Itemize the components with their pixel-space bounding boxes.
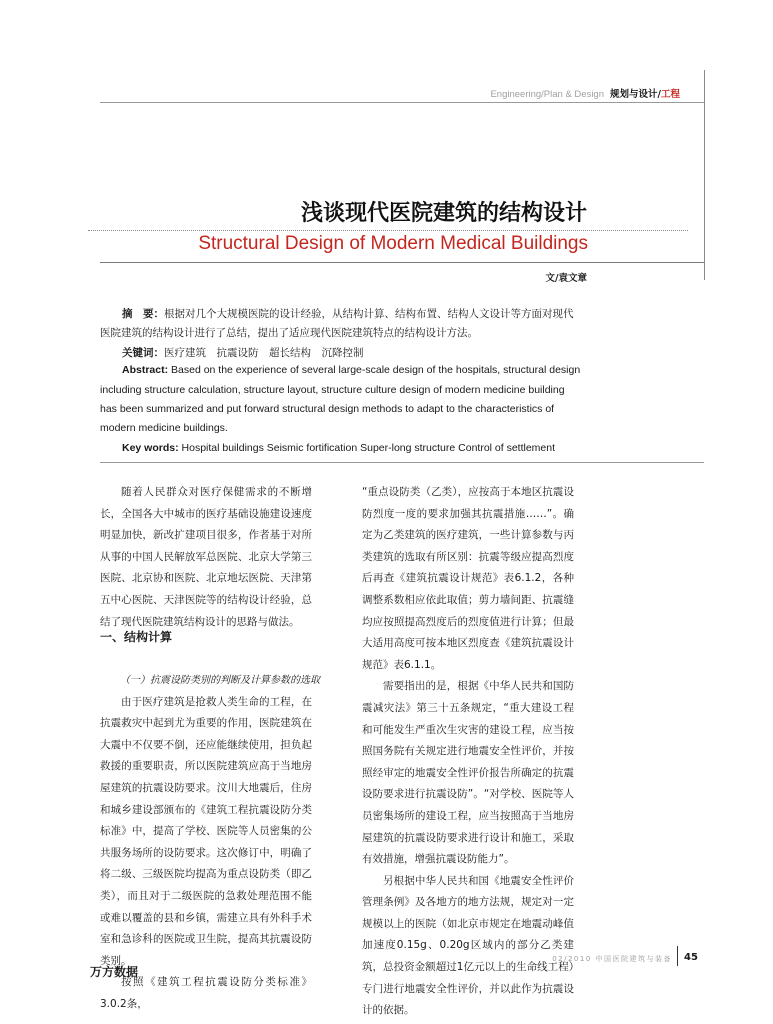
title-dotted-divider: [88, 230, 688, 231]
abstract-cn-text-2: 医院建筑的结构设计进行了总结，提出了适应现代医院建筑特点的结构设计方法。: [100, 327, 478, 339]
article-title-chinese: 浅谈现代医院建筑的结构设计: [300, 201, 587, 226]
abstract-en-text-1: Based on the experience of several large-scale design of the hospitals, structural design: [168, 364, 581, 376]
intro-paragraph: 随着人民群众对医疗保健需求的不断增长，全国各大中城市的医疗基础设施建设速度明显加快，新改扩建项目很多，作者基于对所从事的中国人民解放军总医院、北京大学第三医院、北京协和医院、北京地坛医院、天津第五中心医院、天津医院等的结构设计经验，总结了现代医院建筑结构设计的思路与做法。: [100, 486, 312, 628]
section-heading-1: 一、结构计算: [100, 630, 173, 644]
title-divider: [100, 262, 704, 263]
running-header: [0, 86, 680, 100]
header-vertical-rule: [704, 70, 705, 280]
abstract-en-text-4: modern medicine buildings.: [100, 422, 228, 434]
right-paragraph-2: 需要指出的是，根据《中华人民共和国防震减灾法》第三十五条规定，“重大建设工程和可能发生严重次生灾害的建设工程，应当按照国务院有关规定进行地震安全性评价，并按照经审定的地震安全性评价报告所确定的抗震设防要求进行抗震设防”。“对学校、医院等人员密集场所的建设工程，应当按照高于当地房屋建筑的抗震设防要求进行设计和施工，采取有效措施，增强抗震设防能力”。: [362, 680, 574, 866]
right-paragraph-1: “重点设防类（乙类），应按高于本地区抗震设防烈度一度的要求加强其抗震措施……”。确定为乙类建筑的医疗建筑，一些计算参数与丙类建筑的选取有所区别：抗震等级应提高烈度后再查《建筑抗震设计规范》表6.1.2，各种调整系数相应依此取值；剪力墙间距、抗震缝均应按照提高烈度后的烈度值进行计算；但最大适用高度可按本地区烈度查《建筑抗震设计规范》表6.1.1。: [362, 486, 574, 671]
right-paragraph-3: 另根据中华人民共和国《地震安全性评价管理条例》及各地方的地方法规，规定对一定规模以上的医院（如北京市规定在地震动峰值加速度0.15g、0.20g区域内的部分乙类建筑，总投资金额超过1亿元以上的生命线工程）专门进行地震安全性评价，并以此作为抗震设计的依据。: [362, 874, 574, 1017]
right-column-body: [362, 482, 574, 1022]
keywords-en-label: Key words:: [122, 442, 179, 454]
subsection-heading-1: （一）抗震设防类别的判断及计算参数的选取: [120, 675, 320, 686]
abstract-cn-line-1: [122, 306, 574, 321]
left-paragraph-1: 由于医疗建筑是抢救人类生命的工程，在抗震救灾中起到尤为重要的作用，医院建筑在大震中不仅要不倒，还应能继续使用，担负起救援的重要职责，所以医院建筑应高于当地房屋建筑的抗震设防要求。汶川大地震后，住房和城乡建设部颁布的《建筑工程抗震设防分类标准》中，提高了学校、医院等人员密集的公共服务场所的设防要求。这次修订中，明确了将二级、三级医院均提高为重点设防类（即乙类），而且对于二级医院的急救处理范围不能或难以覆盖的县和乡镇，需建立具有外科手术室和急诊科的医院或卫生院，提高其抗震设防类别。: [100, 695, 312, 967]
abstract-en-text-2: including structure calculation, structure layout, structure culture design of modern medicine building: [100, 384, 565, 396]
abstract-cn-text-1: 根据对几个大规模医院的设计经验，从结构计算、结构布置、结构人文设计等方面对现代: [164, 308, 574, 320]
keywords-cn-text: 医疗建筑 抗震设防 超长结构 沉降控制: [164, 347, 364, 359]
abstract-en-label: Abstract:: [122, 364, 169, 376]
keywords-cn: [122, 345, 364, 360]
header-divider: [100, 102, 704, 103]
author-byline: 文/袁文章: [545, 273, 587, 284]
footer-issue: 02/2010 中国医院建筑与装备: [552, 955, 672, 963]
header-chinese-accent: 工程: [660, 89, 680, 100]
left-column-intro: [100, 482, 312, 633]
page-number: 45: [684, 952, 698, 963]
keywords-cn-label: 关键词：: [122, 347, 164, 359]
abstract-en-text-3: has been summarized and put forward structural design methods to adapt to the characteristics of: [100, 403, 555, 415]
abstract-divider: [100, 462, 704, 463]
header-chinese: 规划与设计/: [610, 89, 661, 100]
header-english: Engineering/Plan & Design: [490, 89, 604, 100]
left-paragraph-2: 按照《建筑工程抗震设防分类标准》3.0.2条，: [100, 976, 312, 1010]
abstract-en-line-1: [122, 364, 580, 376]
footer-rule: [677, 946, 678, 966]
abstract-cn-label: 摘 要：: [122, 308, 164, 320]
keywords-en-text: Hospital buildings Seismic fortification Super-long structure Control of settlement: [178, 442, 556, 454]
watermark-text: 万方数据: [90, 965, 139, 979]
keywords-en: [122, 442, 555, 454]
article-title-english: Structural Design of Modern Medical Buildings: [198, 233, 588, 254]
